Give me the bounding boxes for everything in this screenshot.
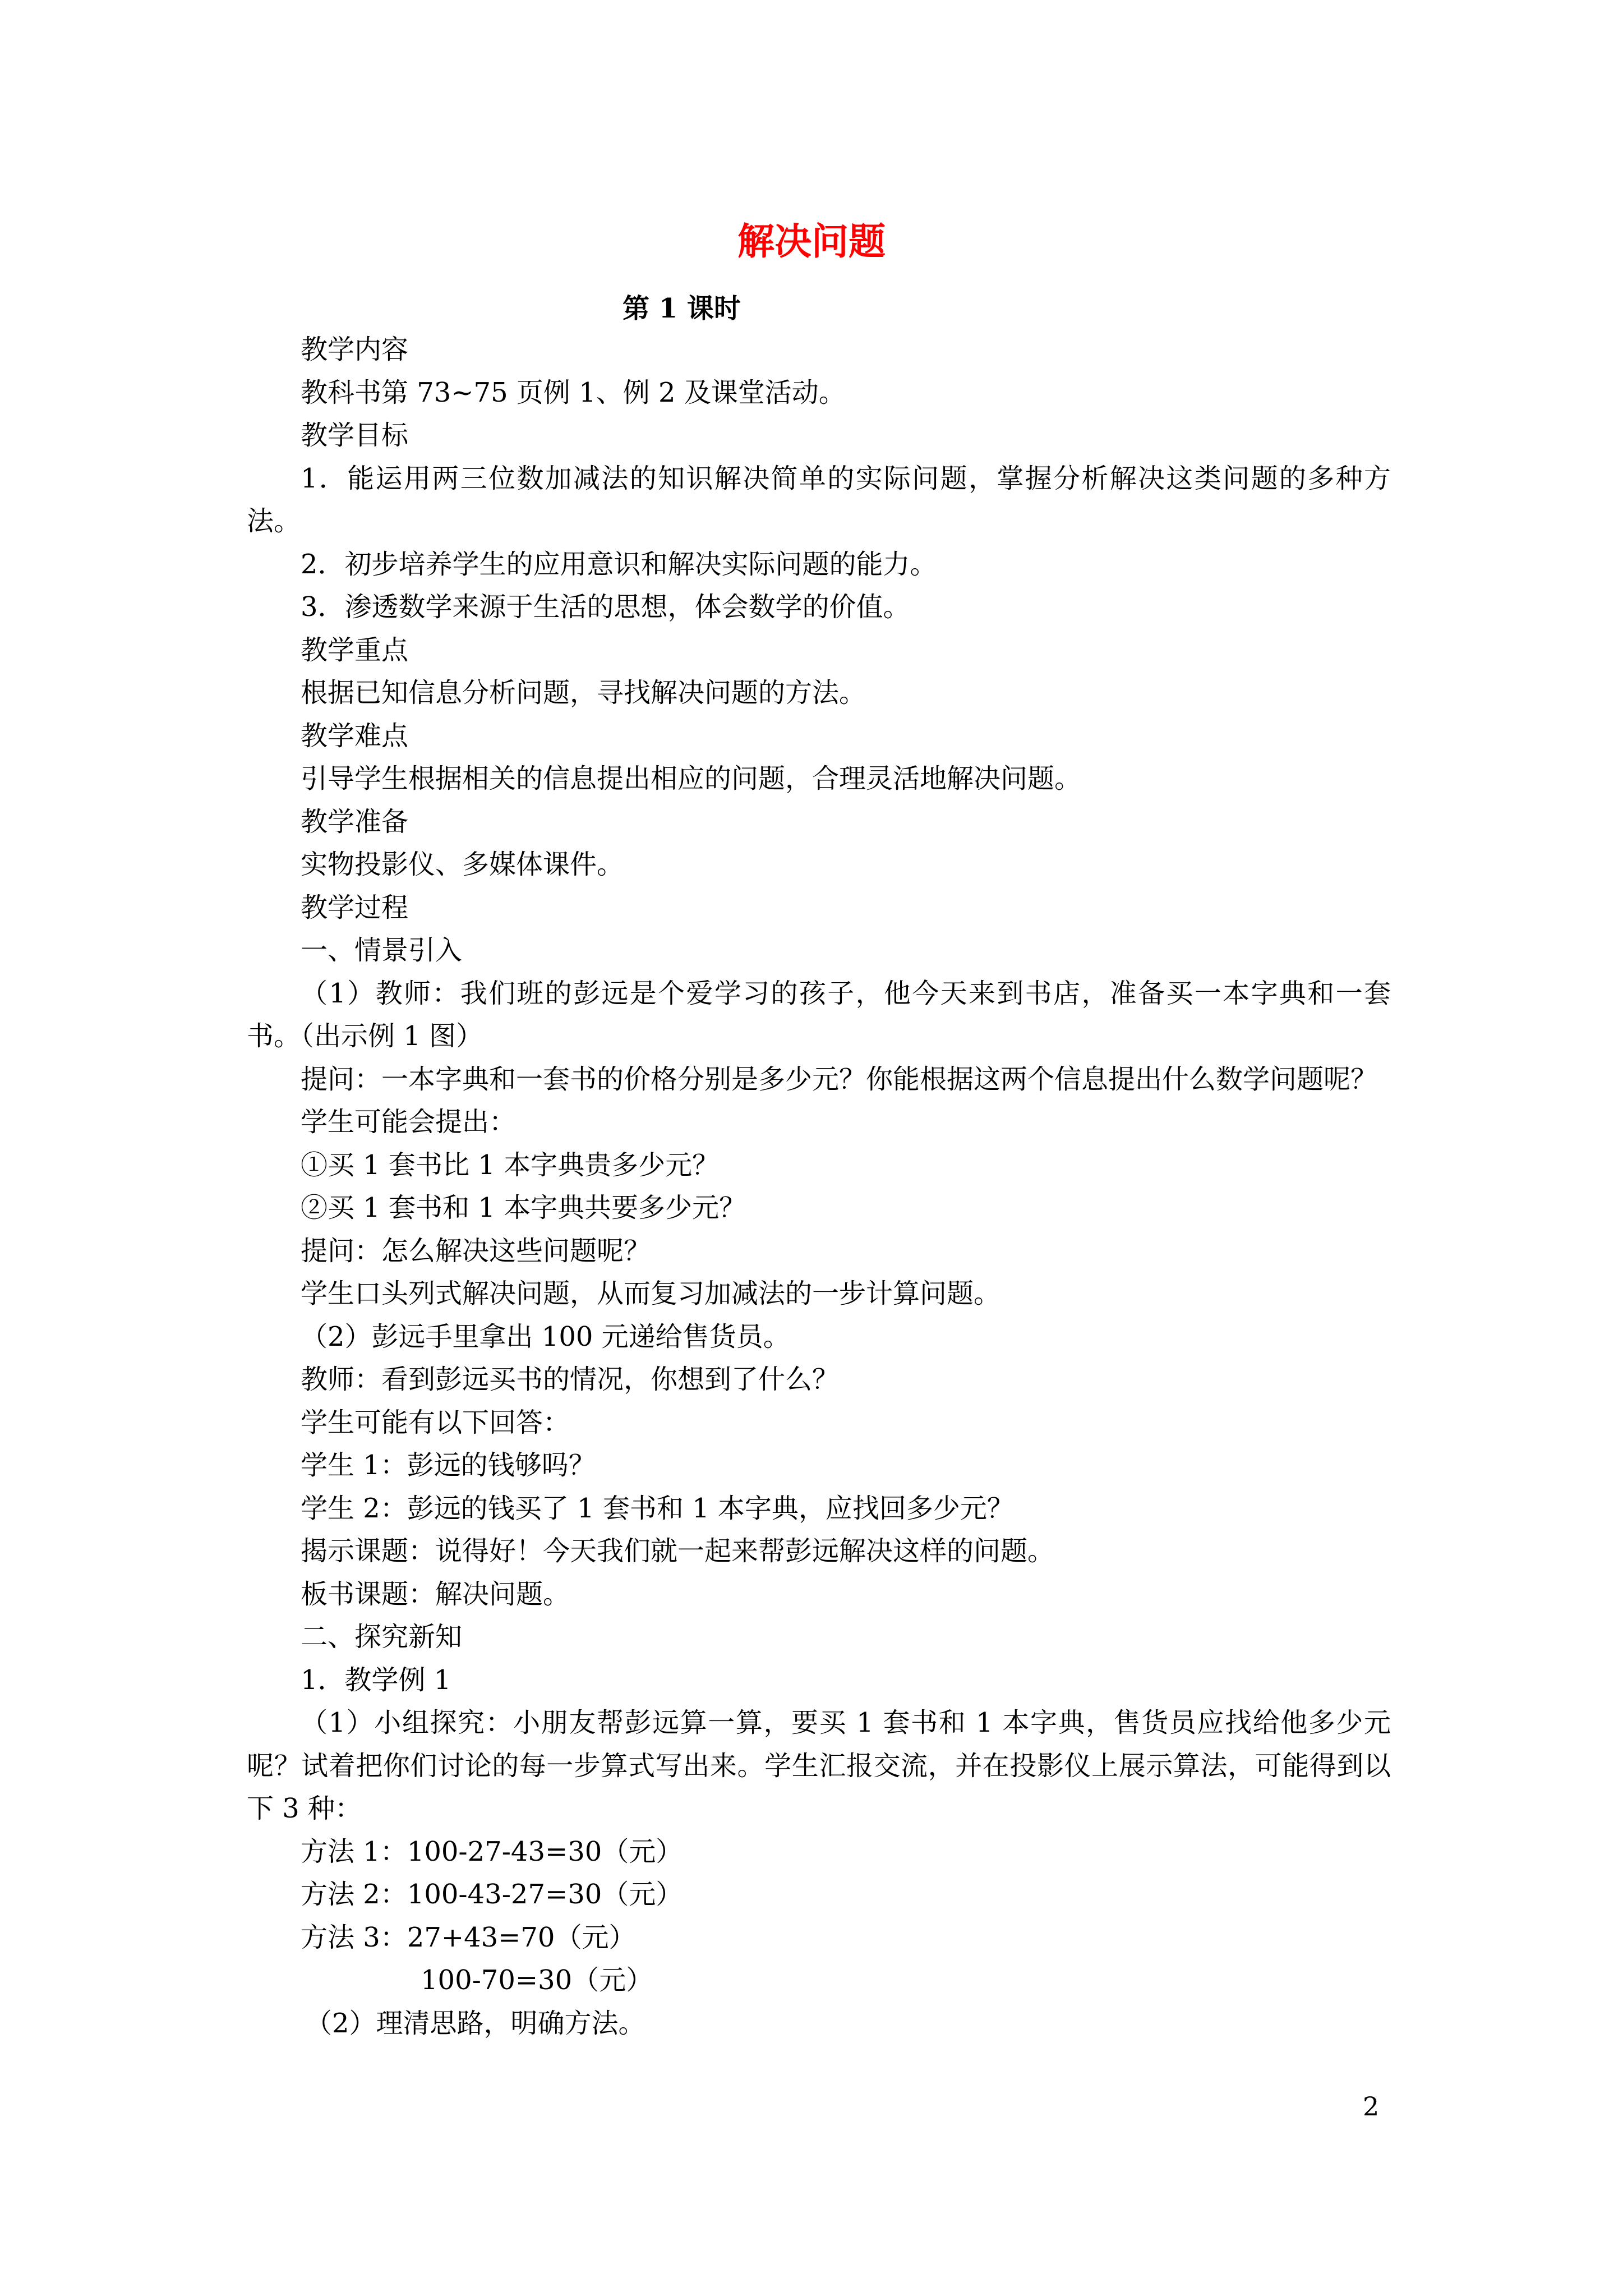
- paragraph: 教师：看到彭远买书的情况，你想到了什么？: [301, 1364, 840, 1395]
- heading-process: 教学过程: [301, 891, 409, 923]
- paragraph: （1）教师：我们班的彭远是个爱学习的孩子，他今天来到书店，准备买一本字典和一套书。（出示例 1 图）: [247, 977, 1391, 1052]
- paragraph: （1）小组探究：小朋友帮彭远算一算，要买 1 套书和 1 本字典，售货员应找给他多少元呢？试着把你们讨论的每一步算式写出来。学生汇报交流，并在投影仪上展示算法，可能得到以下 3 种：: [247, 1707, 1391, 1824]
- heading-key-points: 教学重点: [301, 634, 409, 666]
- goal-item: 3．渗透数学来源于生活的思想，体会数学的价值。: [301, 591, 910, 623]
- method-line: 方法 1：100-27-43=30（元）: [301, 1835, 683, 1867]
- paragraph: 揭示课题：说得好！今天我们就一起来帮彭远解决这样的问题。: [301, 1535, 1055, 1567]
- heading-preparation: 教学准备: [301, 806, 409, 838]
- paragraph: 学生 1：彭远的钱够吗？: [301, 1450, 596, 1481]
- list-item: ②买 1 套书和 1 本字典共要多少元？: [301, 1192, 746, 1223]
- paragraph: 板书课题：解决问题。: [301, 1578, 570, 1610]
- heading-teaching-content: 教学内容: [301, 334, 409, 365]
- paragraph: 学生可能会提出：: [301, 1106, 517, 1138]
- lesson-subtitle: 第 1 课时: [623, 293, 741, 324]
- paragraph: （2）彭远手里拿出 100 元递给售货员。: [301, 1320, 790, 1352]
- method-line: 方法 3：27+43=70（元）: [301, 1921, 636, 1953]
- paragraph: 学生可能有以下回答：: [301, 1406, 570, 1438]
- paragraph: 学生 2：彭远的钱买了 1 套书和 1 本字典，应找回多少元？: [301, 1492, 1014, 1524]
- goal-item: 1．能运用两三位数加减法的知识解决简单的实际问题，掌握分析解决这类问题的多种方法。: [247, 462, 1391, 537]
- paragraph: 实物投影仪、多媒体课件。: [301, 849, 624, 880]
- heading-teaching-goals: 教学目标: [301, 420, 409, 451]
- section-heading: 二、探究新知: [301, 1621, 463, 1653]
- paragraph: 提问：一本字典和一套书的价格分别是多少元？你能根据这两个信息提出什么数学问题呢？: [301, 1063, 1378, 1095]
- goal-item: 2．初步培养学生的应用意识和解决实际问题的能力。: [301, 548, 937, 580]
- paragraph: 根据已知信息分析问题，寻找解决问题的方法。: [301, 677, 866, 708]
- paragraph: 提问：怎么解决这些问题呢？: [301, 1235, 651, 1267]
- sub-heading: 1．教学例 1: [301, 1664, 451, 1696]
- page-number: 2: [1363, 2091, 1380, 2122]
- document-title: 解决问题: [737, 219, 886, 263]
- paragraph: 教科书第 73~75 页例 1、例 2 及课堂活动。: [301, 376, 846, 408]
- document-body: [247, 328, 1391, 2045]
- section-heading: 一、情景引入: [301, 935, 463, 966]
- method-line: 方法 2：100-43-27=30（元）: [301, 1879, 683, 1910]
- paragraph: 引导学生根据相关的信息提出相应的问题，合理灵活地解决问题。: [301, 763, 1082, 794]
- heading-difficulties: 教学难点: [301, 720, 409, 752]
- paragraph: 学生口头列式解决问题，从而复习加减法的一步计算问题。: [301, 1278, 1001, 1309]
- paragraph: （2）理清思路，明确方法。: [305, 2007, 645, 2039]
- list-item: ①买 1 套书比 1 本字典贵多少元？: [301, 1149, 720, 1181]
- method-line: 100-70=30（元）: [421, 1964, 653, 1996]
